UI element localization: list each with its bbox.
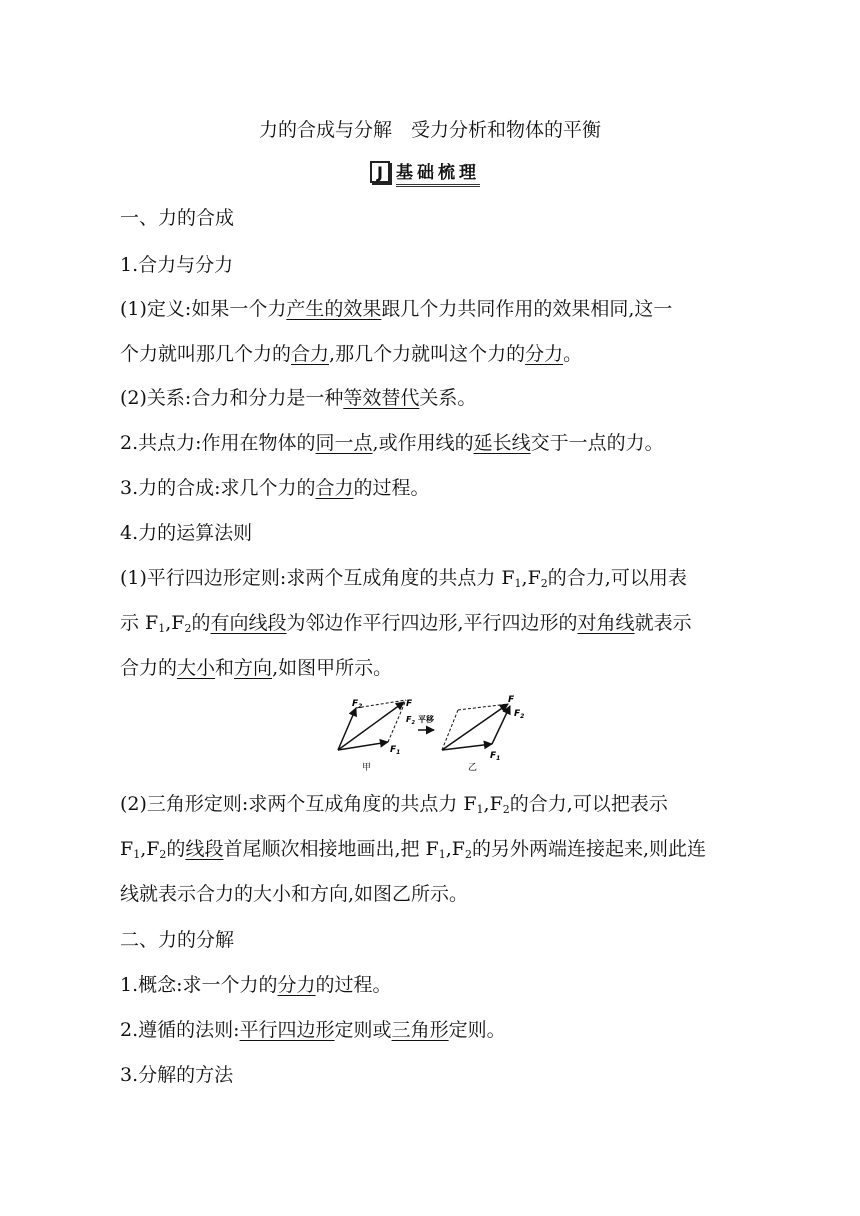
text: 3.力的合成:求几个力的 xyxy=(120,477,316,499)
text: ,F xyxy=(521,567,541,589)
subscript: 1 xyxy=(438,848,446,861)
text: ,或作用线的 xyxy=(372,432,474,454)
paragraph xyxy=(120,1018,756,1042)
text: 的 xyxy=(191,612,211,634)
section-heading-synthesis: 一、力的合成 xyxy=(120,207,235,229)
text: 2.共点力:作用在物体的 xyxy=(120,432,316,454)
paragraph: 线就表示合力的大小和方向,如图乙所示。 xyxy=(120,883,469,905)
section-heading-decomposition: 二、力的分解 xyxy=(120,929,235,951)
text: 的过程。 xyxy=(353,477,430,499)
subscript: 1 xyxy=(514,577,522,590)
caption-right: 乙 xyxy=(468,763,478,773)
text: (2)三角形定则:求两个互成角度的共点力 F xyxy=(120,793,477,815)
underlined-term: 延长线 xyxy=(473,432,531,454)
text: 个力就叫那几个力的 xyxy=(120,343,292,365)
text: 首尾顺次相接地画出,把 F xyxy=(223,838,439,860)
subscript: 2 xyxy=(184,622,192,635)
underlined-term: 方向 xyxy=(234,657,273,679)
text: 跟几个力共同作用的效果相同,这一 xyxy=(381,298,673,320)
page-title: 力的合成与分解 受力分析和物体的平衡 xyxy=(258,119,601,141)
badge-letter: J xyxy=(370,161,390,183)
f1-label: $F_1$ xyxy=(390,745,401,756)
text: 合力的 xyxy=(120,657,178,679)
subscript: 2 xyxy=(540,577,548,590)
underlined-term: 合力 xyxy=(291,343,330,365)
paragraph: 3.分解的方法 xyxy=(120,1064,234,1086)
text: 示 F xyxy=(120,612,159,634)
text: F xyxy=(120,838,134,860)
paragraph xyxy=(120,656,756,680)
underlined-term: 产生的效果 xyxy=(286,298,382,320)
text: ,F xyxy=(140,838,160,860)
text: (2)关系:合力和分力是一种 xyxy=(120,387,344,409)
text: 定则或 xyxy=(334,1019,392,1041)
subscript: 1 xyxy=(158,622,166,635)
translate-arrow xyxy=(406,714,435,730)
text: 的合力,可以用表 xyxy=(547,567,687,589)
paragraph xyxy=(120,386,756,410)
text: ,F xyxy=(445,838,465,860)
subscript: 2 xyxy=(464,848,472,861)
f-label: F xyxy=(508,695,515,705)
text: (1)平行四边形定则:求两个互成角度的共点力 F xyxy=(120,567,515,589)
paragraph xyxy=(120,792,756,822)
underlined-term: 等效替代 xyxy=(343,387,420,409)
paragraph xyxy=(120,837,756,867)
f2-label: $F_2$ xyxy=(352,699,363,710)
paragraph xyxy=(120,431,756,455)
underlined-term: 同一点 xyxy=(315,432,373,454)
underlined-term: 对角线 xyxy=(577,612,635,634)
text: 关系。 xyxy=(419,387,477,409)
paragraph xyxy=(120,973,756,997)
subscript: 1 xyxy=(133,848,141,861)
underlined-term: 大小 xyxy=(177,657,216,679)
caption-left: 甲 xyxy=(362,763,372,773)
underlined-term: 线段 xyxy=(185,838,224,860)
triangle-figure-right xyxy=(442,695,524,773)
underlined-term: 平行四边形 xyxy=(239,1019,335,1041)
text: 。 xyxy=(563,343,583,365)
subscript: 2 xyxy=(159,848,167,861)
text: 交于一点的力。 xyxy=(530,432,664,454)
text: 的合力,可以把表示 xyxy=(509,793,668,815)
text: 的过程。 xyxy=(315,974,392,996)
paragraph xyxy=(120,476,756,500)
shift-label: 平移 xyxy=(418,715,434,724)
underlined-term: 有向线段 xyxy=(210,612,287,634)
underlined-term: 三角形 xyxy=(391,1019,449,1041)
text: ,如图甲所示。 xyxy=(272,657,393,679)
underlined-term: 合力 xyxy=(315,477,354,499)
f2-label: $F_2$ xyxy=(514,709,525,720)
parallelogram-figure-left xyxy=(338,699,413,773)
section-badge xyxy=(370,160,480,184)
text: 为邻边作平行四边形,平行四边形的 xyxy=(286,612,578,634)
paragraph xyxy=(120,611,756,641)
text: (1)定义:如果一个力 xyxy=(120,298,287,320)
paragraph: 4.力的运算法则 xyxy=(120,522,253,544)
text: 就表示 xyxy=(634,612,692,634)
text: ,F xyxy=(483,793,503,815)
paragraph xyxy=(120,342,756,366)
text: 的另外两端连接起来,则此连 xyxy=(471,838,706,860)
text: 定则。 xyxy=(448,1019,506,1041)
text: ,F xyxy=(165,612,185,634)
subscript: 1 xyxy=(476,803,484,816)
paragraph xyxy=(120,297,756,321)
f-label: F xyxy=(406,699,413,709)
paragraph: 1.合力与分力 xyxy=(120,254,234,276)
text: 和 xyxy=(215,657,235,679)
text: 2.遵循的法则: xyxy=(120,1019,240,1041)
text: ,那几个力就叫这个力的 xyxy=(329,343,526,365)
badge-text: 基础梳理 xyxy=(396,158,480,187)
subscript: 2 xyxy=(502,803,510,816)
shift-f2-label: $F_2$ xyxy=(406,715,415,726)
underlined-term: 分力 xyxy=(277,974,316,996)
text: 的 xyxy=(166,838,186,860)
text: 1.概念:求一个力的 xyxy=(120,974,278,996)
paragraph xyxy=(120,566,756,596)
f1-label: $F_1$ xyxy=(490,751,501,762)
force-diagram xyxy=(330,692,530,774)
f2-vector xyxy=(492,706,510,744)
f1-vector xyxy=(338,742,388,750)
resultant-vector xyxy=(442,704,508,750)
underlined-term: 分力 xyxy=(525,343,564,365)
